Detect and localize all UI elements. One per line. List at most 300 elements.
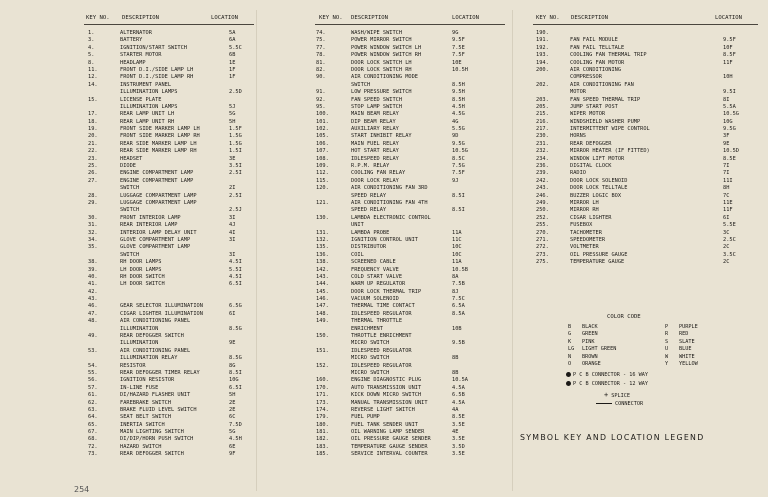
key-number: 205. [536,103,549,110]
key-number: 63. [88,406,98,413]
key-number: 191. [536,37,549,44]
color-name: BLACK [582,324,598,330]
key-number: 234. [536,155,549,162]
location: 9.5G [723,126,736,133]
key-number: 249. [536,199,549,206]
location: 9F [229,451,236,458]
key-number: 173. [316,399,329,406]
description: RH DOOR SWITCH [120,273,165,280]
description: REAR DEFOGGER SWITCH [120,333,184,340]
key-number: 182. [316,436,329,443]
description: SCREENED CABLE [351,259,396,266]
location: 5H [229,118,236,125]
key-number: 170. [316,384,329,391]
location: 5.5E [723,222,736,229]
page-number: 254 [74,485,90,494]
location: 10.5B [452,266,468,273]
key-number: 12. [88,74,98,81]
location: 3.5I [229,163,242,170]
color-abbrev: W [665,353,669,360]
key-number: 160. [316,377,329,384]
description: OIL WARNING LAMP SENDER [351,429,425,436]
location: 8.5I [229,369,242,376]
description: LH DOOR LAMPS [120,266,162,273]
description: HEADLAMP [120,59,146,66]
key-number: 135. [316,244,329,251]
location: 10.5A [452,377,468,384]
key-number: 147. [316,303,329,310]
pcb16-label: P C B CONNECTOR - 16 WAY [573,372,648,378]
key-number: 174. [316,406,329,413]
description: MICRO SWITCH [351,369,390,376]
key-no-header: KEY NO. [319,15,343,21]
key-number: 72. [88,443,98,450]
description: REAR LAMP UNIT RH [120,118,175,125]
key-number: 232. [536,148,549,155]
description: MIRROR LH [570,199,599,206]
key-number: 132. [316,236,329,243]
key-number: 100. [316,111,329,118]
color-abbrev: N [568,353,572,360]
legend-row [0,30,768,37]
color-name: YELLOW [679,360,698,367]
key-number: 142. [316,266,329,273]
key-number: 109. [316,163,329,170]
description: RH DOOR LAMPS [120,259,162,266]
description: INTERIOR LAMP DELAY UNIT [120,229,197,236]
description: MAIN BEAM RELAY [351,111,399,118]
description: GLOVE COMPARTMENT LAMP [120,236,191,243]
location: 9.5I [723,89,736,96]
location: 6I [723,214,730,221]
key-number: 252. [536,214,549,221]
description: AIR CONDITIONING MODE [351,74,418,81]
key-number: 78. [316,52,326,59]
legend-row [0,170,768,177]
key-number: 14. [88,81,98,88]
description: FAN SPEED SWITCH [351,96,403,103]
key-number: 242. [536,177,549,184]
description: SWITCH [120,207,140,214]
description: AIR CONDITIONING FAN [570,81,634,88]
description: SWITCH [120,251,140,258]
description: ENGINE COMPARTMENT LAMP [120,177,194,184]
location: 4.5A [452,399,465,406]
key-number: 149. [316,318,329,325]
description: COOLING FAN THERMAL TRIP [570,52,647,59]
column-header-3 [0,15,768,23]
description: MAIN FUEL RELAY [351,140,399,147]
description: TEMPERATURE GAUGE SENDER [351,443,428,450]
legend-row [0,126,768,133]
location: 7.5F [452,170,465,177]
legend-row [0,392,512,399]
location: 3C [723,229,730,236]
location: 2.5D [229,89,242,96]
legend-row [0,444,512,451]
location: 9.5H [452,89,465,96]
key-number: 8. [88,59,95,66]
symbol-pcb-16 [566,372,648,378]
location: 6.5I [229,281,242,288]
description: DOOR LOCK SWITCH LH [351,59,412,66]
key-number: 145. [316,288,329,295]
legend-row [0,156,768,163]
description: DOOR LOCK TELLTALE [570,185,628,192]
location: 1.5G [229,140,242,147]
description: FRONT D.I./SIDE LAMP RH [120,74,194,81]
key-number: 53. [88,347,98,354]
location: 3.5E [452,451,465,458]
location: 3.5E [452,436,465,443]
location: 4E [452,429,459,436]
key-number: 34. [88,236,98,243]
location: 7.5G [452,163,465,170]
key-number: 32. [88,229,98,236]
description: ILLUMINATION LAMPS [120,103,178,110]
color-name: LIGHT GREEN [582,346,617,353]
color-abbrev: S [665,338,669,345]
description: HOT START RELAY [351,148,399,155]
description: IGNITION/START SWITCH [120,44,187,51]
description: DOOR LOCK THERMAL TRIP [351,288,422,295]
location: 10C [452,244,462,251]
symbol-pcb-12 [566,381,648,387]
description: COMPRESSOR [570,74,602,81]
legend-row [0,222,768,229]
key-number: 55. [88,369,98,376]
description: DOOR LOCK RELAY [351,177,399,184]
location: 10E [452,59,462,66]
key-number: 49. [88,333,98,340]
symbol-connector [596,401,643,407]
location: 1.5G [229,133,242,140]
key-number: 29. [88,199,98,206]
location: 7I [723,163,730,170]
key-number: 108. [316,155,329,162]
key-number: 27. [88,177,98,184]
location: 2E [229,406,236,413]
description: THERMAL THROTTLE [351,318,403,325]
description: WIPER MOTOR [570,111,606,118]
key-number: 23. [88,155,98,162]
color-abbrev: R [665,331,669,338]
description: FRONT INTERIOR LAMP [120,214,181,221]
description: TEMPERATURE GAUGE [570,259,625,266]
color-abbrev: K [568,338,572,345]
key-number: 115. [316,177,329,184]
key-no-header: KEY NO. [86,15,110,21]
key-number: 40. [88,273,98,280]
key-number: 215. [536,111,549,118]
location: 8.5A [452,310,465,317]
key-number: 112. [316,170,329,177]
location: 7.5B [452,281,465,288]
description: SPEED RELAY [351,192,387,199]
location: 6.5G [229,303,242,310]
key-number: 3. [88,37,95,44]
location: 6A [229,37,236,44]
location: 2I [229,185,236,192]
location: 8I [723,96,730,103]
key-number: 236. [536,163,549,170]
pcb-dot-icon [566,381,571,386]
description: DISTRIBUTOR [351,244,387,251]
location: 6B [229,52,236,59]
color-abbrev: B [568,324,572,330]
location: 9E [723,140,730,147]
legend-row [0,237,768,244]
description-header: DESCRIPTION [122,15,160,21]
legend-row [0,348,512,355]
location-header: LOCATION [715,15,742,21]
description: AIR CONDITIONING PANEL [120,318,191,325]
legend-row [0,451,512,458]
description: DI/HAZARD FLASHER UNIT [120,392,191,399]
color-name: RED [679,331,689,338]
location: 2.5I [229,170,242,177]
description: MOTOR [570,89,586,96]
legend-row [0,193,768,200]
description: DIODE [120,163,136,170]
connector-label: CONNECTOR [615,401,644,407]
legend-row [0,303,512,310]
description: WARM UP REGULATOR [351,281,406,288]
location: 5J [229,103,236,110]
location: 6.5A [452,303,465,310]
location: 5.5A [723,103,736,110]
description: REAR DEFOGGER [570,140,612,147]
description: DOOR LOCK SOLENOID [570,177,628,184]
location: 8J [452,288,459,295]
description: STOP LAMP SWITCH [351,103,403,110]
location: 11A [452,259,462,266]
legend-row [0,200,768,207]
description: POWER MIRROR SWITCH [351,37,412,44]
legend-row [0,37,768,44]
description: INSTRUMENT PANEL [120,81,172,88]
description: FAN FAIL TELLTALE [570,44,625,51]
color-abbrev: LG [568,346,575,353]
legend-row [0,333,512,340]
key-number: 90. [316,74,326,81]
description: IDLESPEED REGULATOR [351,347,412,354]
legend-row [0,133,768,140]
legend-row [0,207,768,214]
key-number: 38. [88,259,98,266]
key-number: 239. [536,170,549,177]
key-number: 102. [316,126,329,133]
legend-row [0,230,768,237]
key-number: 95. [316,103,326,110]
description: IN-LINE FUSE [120,384,159,391]
key-number: 193. [536,52,549,59]
description: UNIT [351,222,364,229]
description: REVERSE LIGHT SWITCH [351,406,415,413]
key-number: 136. [316,251,329,258]
legend-row [0,363,512,370]
key-number: 243. [536,185,549,192]
location: 8.5G [229,355,242,362]
description: ENGINE DIAGNOSTIC PLUG [351,377,422,384]
key-number: 270. [536,229,549,236]
legend-row [0,274,512,281]
description: AIR CONDITIONING [570,66,622,73]
description: IGNITION CONTROL UNIT [351,236,418,243]
location: 9.5F [723,37,736,44]
location: 7.5F [452,52,465,59]
splice-label: SPLICE [611,393,630,399]
description: ILLUMINATION RELAY [120,355,178,362]
location: 5H [229,392,236,399]
location: 7.5D [229,421,242,428]
description: REAR INTERIOR LAMP [120,222,178,229]
key-number: 194. [536,59,549,66]
description: MICRO SWITCH [351,355,390,362]
key-number: 179. [316,414,329,421]
color-name: PURPLE [679,324,698,330]
location: 8H [723,185,730,192]
location: 8A [452,273,459,280]
description: ILLUMINATION [120,340,159,347]
description: FRONT SIDE MARKER LAMP LH [120,126,200,133]
key-number: 25. [88,163,98,170]
location: 8B [452,369,459,376]
location: 8.5E [723,155,736,162]
symbol-splice [604,391,630,399]
key-number: 272. [536,244,549,251]
description: LOW PRESSURE SWITCH [351,89,412,96]
location-header: LOCATION [211,15,238,21]
location: 11F [723,207,733,214]
key-number: 250. [536,207,549,214]
legend-row [0,252,768,259]
pcb-dot-icon [566,372,571,377]
legend-row [0,141,768,148]
description-header: DESCRIPTION [571,15,609,21]
description: FAREBRAKE SWITCH [120,399,172,406]
description: IDLESPEED RELAY [351,155,399,162]
location: 1F [229,74,236,81]
key-number: 271. [536,236,549,243]
description: BUZZER LOGIC BOX [570,192,622,199]
key-number: 20. [88,133,98,140]
key-number: 21. [88,140,98,147]
location: 5A [229,30,236,36]
description: BATTERY [120,37,143,44]
description: STARTER MOTOR [120,52,162,59]
location: 8.5E [452,414,465,421]
key-number: 56. [88,377,98,384]
description: ENRICHMENT [351,325,383,332]
color-name: PINK [582,338,595,345]
legend-row [0,326,512,333]
description: LAMBDA PROBE [351,229,390,236]
description: BRAKE FLUID LEVEL SWITCH [120,406,197,413]
key-number: 54. [88,362,98,369]
description: WASH/WIPE SWITCH [351,30,403,36]
color-name: SLATE [679,338,695,345]
location: 3I [229,236,236,243]
key-number: 92. [316,96,326,103]
location: 1.5I [229,148,242,155]
description: REAR DEFOGGER TIMER RELAY [120,369,200,376]
location: 4.5H [452,103,465,110]
location-header: LOCATION [452,15,479,21]
key-number: 91. [316,89,326,96]
location: 9.5B [452,340,465,347]
description: ILLUMINATION [120,325,159,332]
key-number: 130. [316,214,329,221]
key-number: 5. [88,52,95,59]
legend-column-3 [0,30,768,267]
description: REAR DEFOGGER SWITCH [120,451,184,458]
legend-row [0,97,768,104]
description: AUTO TRANSMISSION UNIT [351,384,422,391]
color-abbrev: U [665,346,669,353]
location: 8.5H [452,81,465,88]
key-number: 183. [316,443,329,450]
key-number: 62. [88,399,98,406]
key-number: 82. [316,66,326,73]
location: 3.5D [452,443,465,450]
location: 1.5F [229,126,242,133]
description: FRONT D.I./SIDE LAMP LH [120,66,194,73]
location: 3F [723,133,730,140]
color-abbrev: G [568,331,572,338]
location: 11F [723,59,733,66]
location: 8G [229,362,236,369]
color-code-title: COLOR CODE [607,314,641,320]
key-number: 190. [536,30,549,36]
key-number: 81. [316,59,326,66]
location: 1F [229,66,236,73]
location: 11A [452,229,462,236]
key-number: 31. [88,222,98,229]
legend-row [0,340,512,347]
location: 5.5I [229,266,242,273]
description: SPEEDOMETER [570,236,606,243]
location: 5.5G [452,126,465,133]
color-abbrev: P [665,324,669,330]
legend-row [0,111,768,118]
location: 6.5B [452,392,465,399]
location: 4.5I [229,259,242,266]
key-number: 41. [88,281,98,288]
description: LICENSE PLATE [120,96,162,103]
key-number: 203. [536,96,549,103]
key-number: 74. [316,30,326,36]
description: AIR CONDITIONING FAN 4TH [351,199,428,206]
splice-plus-icon: + [604,391,609,399]
description: AIR CONDITIONING PANEL [120,347,191,354]
key-number: 151. [316,347,329,354]
legend-row [0,74,768,81]
key-number: 230. [536,133,549,140]
key-number: 180. [316,421,329,428]
location: 4.5G [452,111,465,118]
color-abbrev: Y [665,360,669,367]
description: MIRROR HEATER (IF FITTED) [570,148,650,155]
key-number: 146. [316,296,329,303]
legend-title: SYMBOL KEY AND LOCATION LEGEND [520,433,705,442]
description: COOLING FAN RELAY [351,170,406,177]
location: 6I [229,310,236,317]
location: 9.5F [452,37,465,44]
description: FUSEBOX [570,222,593,229]
key-number: 120. [316,185,329,192]
legend-row [0,259,768,266]
